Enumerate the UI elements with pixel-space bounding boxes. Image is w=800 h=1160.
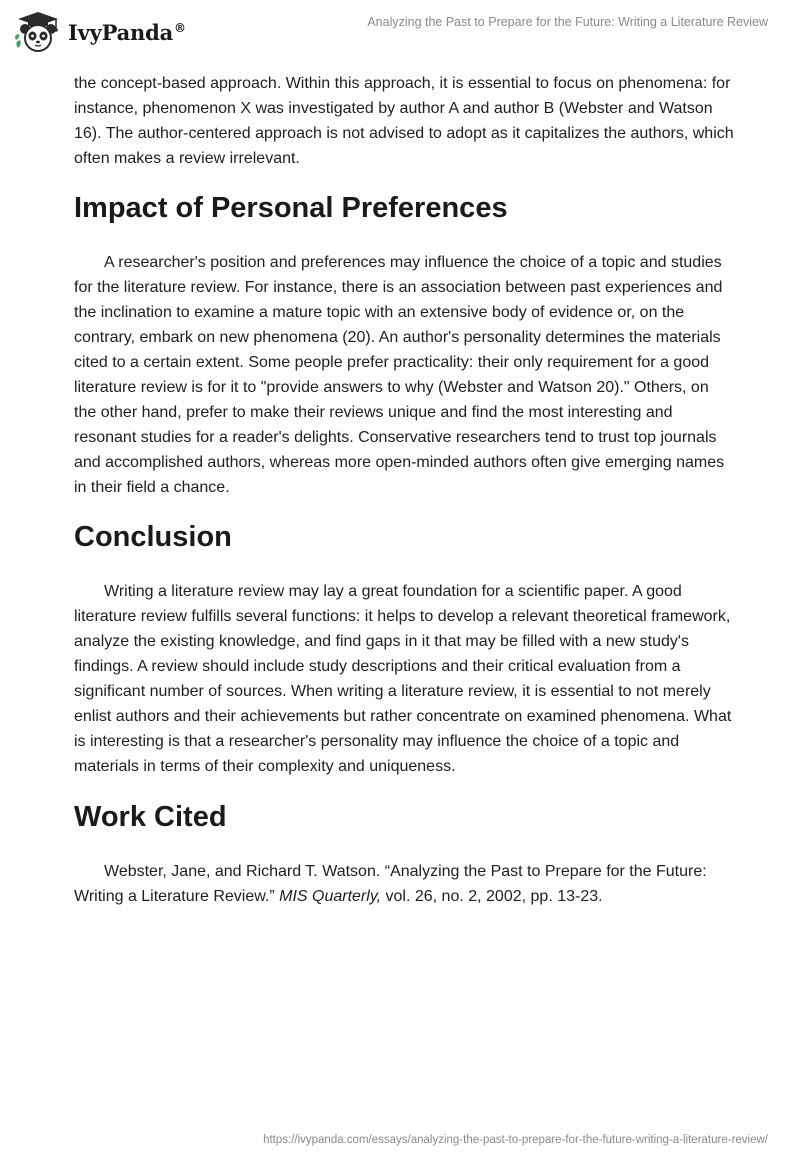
heading-conclusion: Conclusion [74, 521, 232, 553]
page-header [0, 0, 800, 70]
citation-details: vol. 26, no. 2, 2002, pp. 13-23. [381, 888, 603, 905]
heading-impact-of-personal-preferences: Impact of Personal Preferences [74, 192, 508, 224]
citation-entry [74, 859, 734, 909]
essay-content [74, 71, 734, 909]
brand-name: IvyPanda® [68, 19, 186, 45]
intro-paragraph: the concept-based approach. Within this approach, it is essential to focus on phenomena: for instance, phenomenon X was investigated by author A and author B (Webster and Watson 16). The author-centered approach is not advised to adopt as it capitalizes the authors, which often makes a review irrelevant. [74, 75, 734, 167]
paragraph-impact-of-personal-preferences: A researcher's position and preferences may influence the choice of a topic and studies for the literature review. For instance, there is an association between past experiences and the inclination to examine a mature topic with an extensive body of evidence or, on the contrary, embark on new phenomena (20). An author's personality determines the materials cited to a certain extent. Some people prefer practicality: their only requirement for a good literature review is for it to "provide answers to why (Webster and Watson 20)." Others, on the other hand, prefer to make their reviews unique and find the most interesting and resonant studies for a reader's delights. Conservative researchers tend to trust top journals and accomplished authors, whereas more open-minded authors often give emerging names in their field a chance. [74, 254, 725, 496]
citation-authors-title: Webster, Jane, and Richard T. Watson. “Analyzing the Past to Prepare for the Future: Writing a Literature Review.” [74, 863, 707, 905]
ivypanda-logo[interactable] [14, 9, 186, 55]
running-title: Analyzing the Past to Prepare for the Future: Writing a Literature Review [367, 15, 768, 29]
panda-graduate-icon [14, 10, 62, 54]
paragraph-conclusion: Writing a literature review may lay a great foundation for a scientific paper. A good literature review fulfills several functions: it helps to develop a relevant theoretical framework, analyze the existing knowledge, and find gaps in it that may be filled with a new study's findings. A review should include study descriptions and their critical evaluation from a significant number of sources. When writing a literature review, it is essential to not merely enlist authors and their achievements but rather concentrate on examined phenomena. What is interesting is that a researcher's personality may influence the choice of a topic and materials in terms of their complexity and uniqueness. [74, 583, 732, 775]
heading-work-cited: Work Cited [74, 801, 227, 833]
citation-journal: MIS Quarterly, [279, 888, 382, 905]
footer-source-url[interactable]: https://ivypanda.com/essays/analyzing-the-past-to-prepare-for-the-future-writing-a-literature-review/ [263, 1134, 768, 1146]
